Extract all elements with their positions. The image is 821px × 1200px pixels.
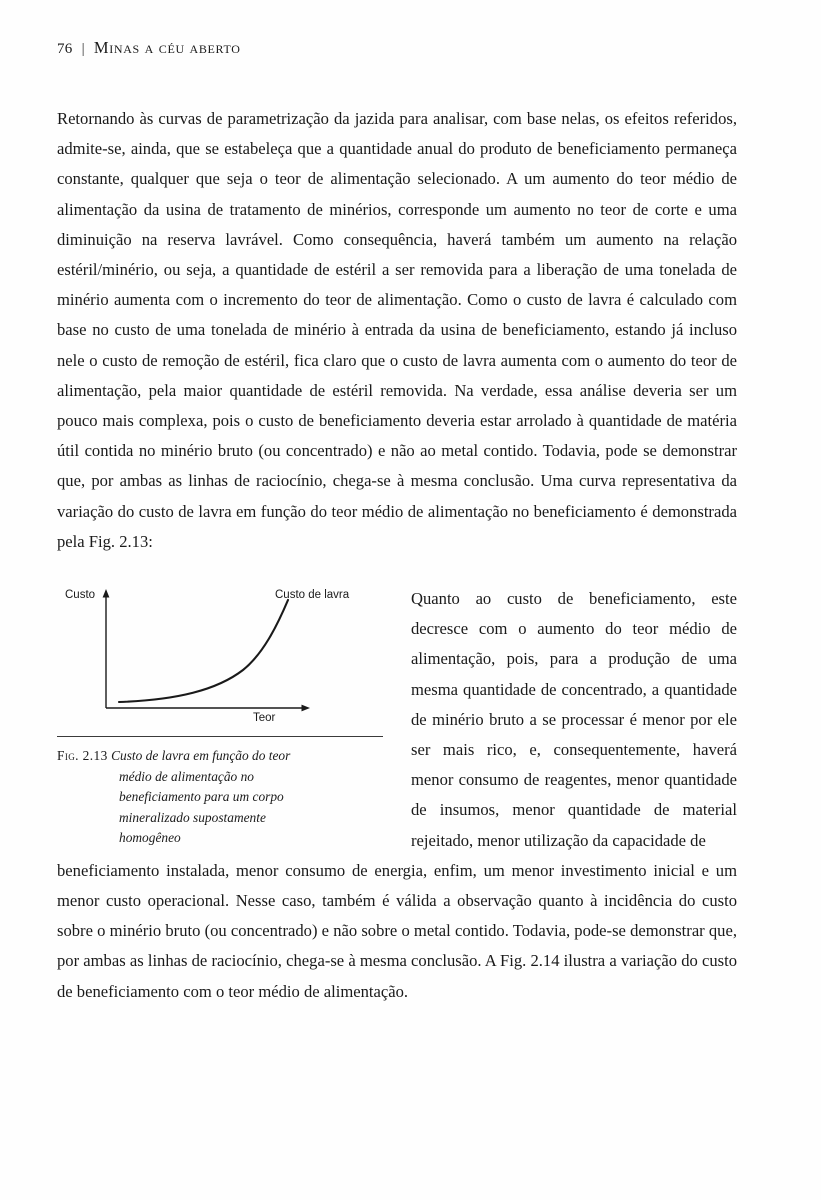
book-title: Minas a céu aberto [93,38,241,57]
x-axis-arrow [302,705,311,712]
y-axis-arrow [103,589,110,598]
figure-caption-rule [57,736,383,737]
chart-svg [57,584,387,732]
series-annotation-label: Custo de lavra [275,589,350,602]
x-axis-label: Teor [253,712,276,725]
page-number: 76 [57,41,73,57]
paragraph-continuation: beneficiamento instalada, menor consumo de energia, enfim, um menor investimento inicial e um menor custo operacional. Nesse caso, também é válida a observação quanto à incidência do custo sobre o minério bruto (ou concentrado) e não sobre o metal contido. Todavia, pode-se demonstrar que, por ambas as linhas de raciocínio, chega-se à mesma conclusão. A Fig. 2.14 ilustra a variação do custo de beneficiamento com o teor médio de alimentação. [57,860,737,1001]
page-content [57,38,737,1007]
figure-caption-line-4: mineralizado supostamente [119,809,266,825]
figure-and-side-text-row [57,584,737,856]
figure-caption-line-3: beneficiamento para um corpo [119,789,284,805]
paragraph-side: Quanto ao custo de beneficiamento, este decresce com o aumento do teor médio de alimentação, pois, para a produção de uma mesma quantidade de concentrado, a quantidade de minério bruto a se processar é menor por ele ser mais rico, e, consequentemente, haverá menor consumo de reagentes, menor quantidade de insumos, menor quantidade de material rejeitado, menor utilização da capacidade de [411,589,737,850]
y-axis-label: Custo [65,589,96,602]
figure-caption [57,746,387,849]
running-head-separator: | [81,41,85,57]
figure-chart [57,584,387,732]
figure-caption-line-2: médio de alimentação no [119,768,254,784]
figure-number: Fig. 2.13 [57,748,108,764]
running-head [57,38,737,58]
figure-block [57,584,387,849]
paragraph-intro: Retornando às curvas de parametrização da jazida para analisar, com base nelas, os efeitos referidos, admite-se, ainda, que se estabeleça que a quantidade anual do produto de beneficiamento permaneça constante, qualquer que seja o teor de alimentação selecionado. A um aumento do teor médio de alimentação da usina de tratamento de minérios, corresponde um aumento no teor de corte e uma diminuição na reserva lavrável. Como consequência, haverá também um aumento na relação estéril/minério, ou seja, a quantidade de estéril a ser removida para a liberação de uma tonelada de minério aumenta com o incremento do teor de alimentação. Como o custo de lavra é calculado com base no custo de uma tonelada de minério à entrada da usina de beneficiamento, estando já incluso nele o custo de remoção de estéril, fica claro que o custo de lavra aumenta com o aumento do teor de alimentação, pela maior quantidade de estéril removida. Na verdade, essa análise deveria ser um pouco mais complexa, pois o custo de beneficiamento deveria estar arrolado à quantidade de matéria útil contida no minério bruto (ou concentrado) e não ao metal contido. Todavia, pode se demonstrar que, por ambas as linhas de raciocínio, chega-se à mesma conclusão. Uma curva representativa da variação do custo de lavra em função do teor médio de alimentação no beneficiamento é demonstrada pela Fig. 2.13: [57,109,737,551]
figure-caption-line-5: homogêneo [119,830,181,846]
side-text-column [411,584,737,856]
cost-curve [119,600,288,702]
figure-caption-line-1: Custo de lavra em função do teor [111,748,291,764]
